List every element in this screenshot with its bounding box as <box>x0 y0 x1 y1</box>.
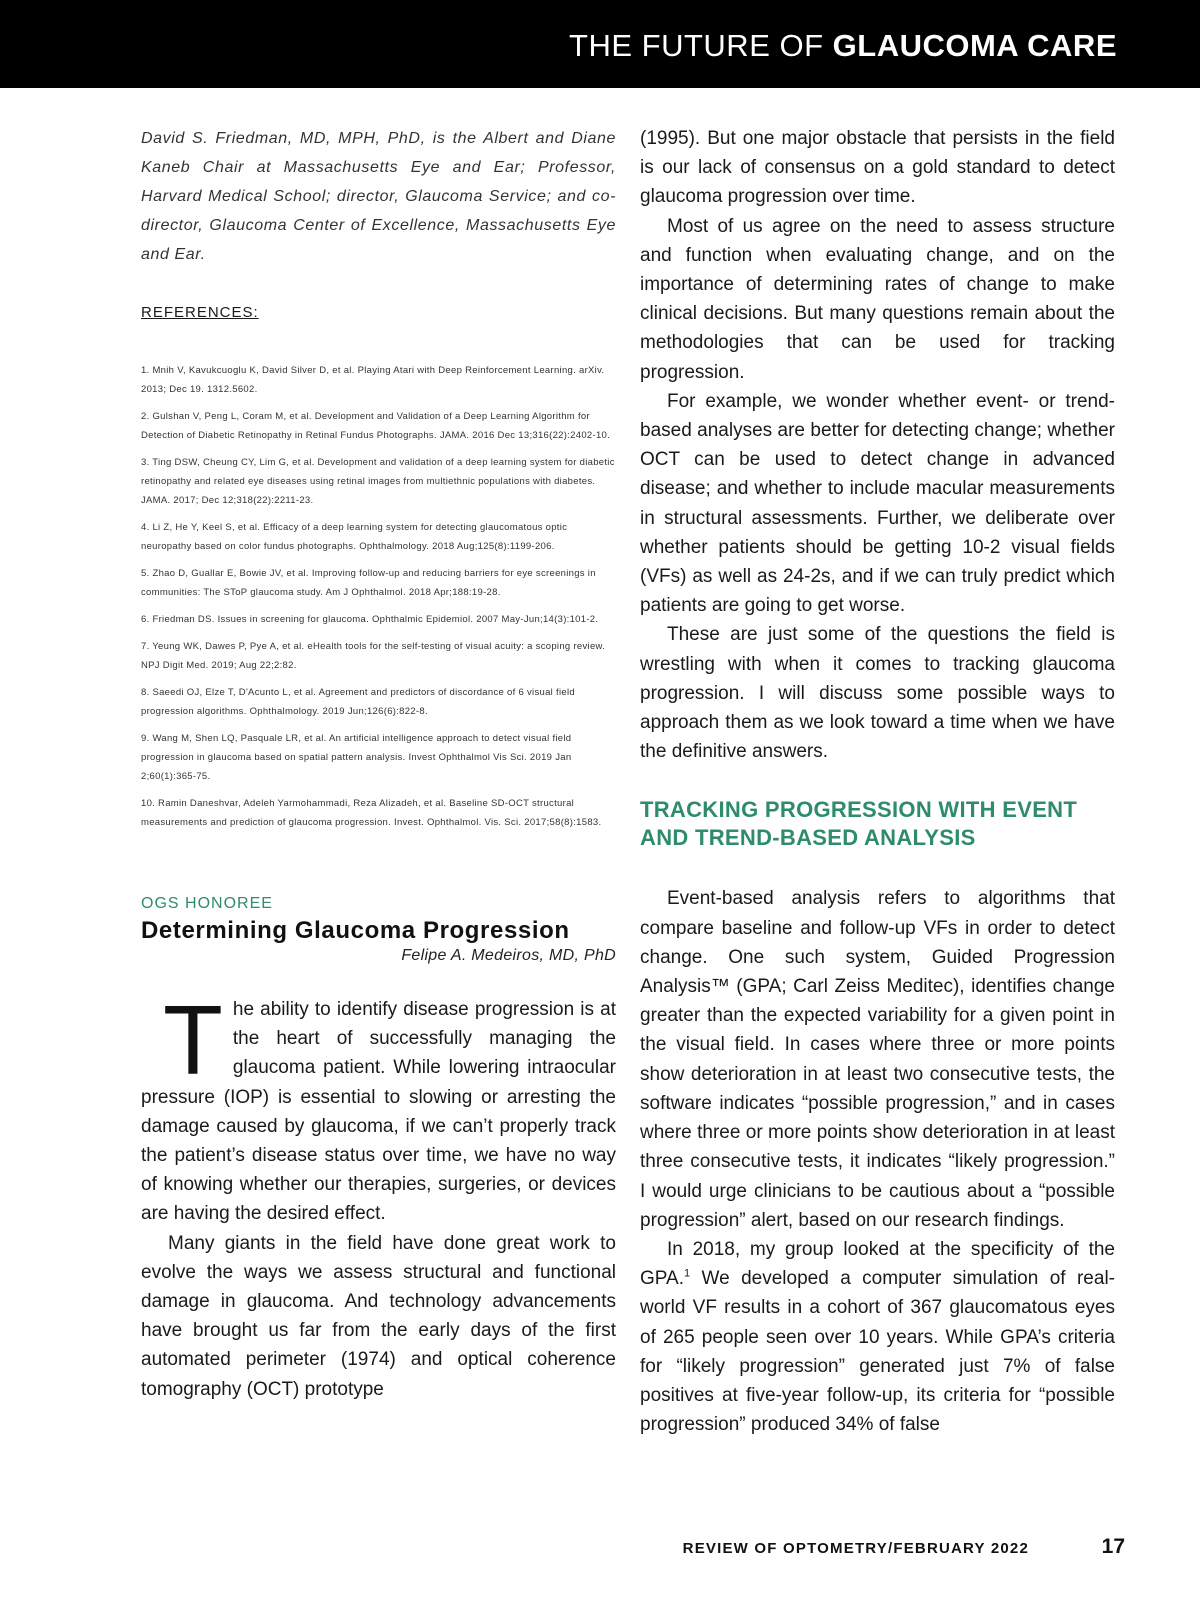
section-title-light: THE FUTURE OF <box>569 28 833 63</box>
reference-item: 7. Yeung WK, Dawes P, Pye A, et al. eHealth tools for the self-testing of visual acuity: a scoping review. NPJ Digit Med. 2019; Aug 22;2:82. <box>141 641 606 671</box>
paragraph-intro <box>141 985 616 1229</box>
reference-item: 3. Ting DSW, Cheung CY, Lim G, et al. Development and validation of a deep learning system for diabetic retinopathy and related eye diseases using retinal images from multiethnic populations with diabetes. JAMA. 2017; Dec 12;318(22):2211-23. <box>141 457 615 506</box>
header-bar <box>0 0 1200 88</box>
reference-item: 5. Zhao D, Guallar E, Bowie JV, et al. Improving follow-up and reducing barriers for eye screenings in communities: The SToP glaucoma study. Am J Ophthalmol. 2018 Apr;188:19-28. <box>141 568 596 598</box>
paragraph-structure-function: Most of us agree on the need to assess structure and function when evaluating change, and on the importance of determining rates of change to make clinical decisions. But many questions remain about the methodologies that can be used for tracking progression. <box>640 215 1115 383</box>
section-title-bold: GLAUCOMA CARE <box>832 28 1117 63</box>
reference-item: 8. Saeedi OJ, Elze T, D'Acunto L, et al. Agreement and predictors of discordance of 6 visual field progression algorithms. Ophthalmology. 2019 Jun;126(6):822-8. <box>141 687 575 717</box>
article-author: Felipe A. Medeiros, MD, PhD <box>401 947 616 964</box>
left-column <box>141 124 616 1404</box>
paragraph-wrestling: These are just some of the questions the field is wrestling with when it comes to tracking glaucoma progression. I will discuss some possible ways to approach them as we look toward a time when we have the definitive answers. <box>640 624 1115 763</box>
section-heading: TRACKING PROGRESSION WITH EVENT AND TREND-BASED ANALYSIS <box>640 797 1078 851</box>
reference-item: 1. Mnih V, Kavukcuoglu K, David Silver D, et al. Playing Atari with Deep Reinforcement Learning. arXiv. 2013; Dec 19. 1312.5602. <box>141 365 605 395</box>
page-number: 17 <box>1101 1535 1125 1558</box>
references-list <box>141 361 616 832</box>
section-title <box>569 28 1117 64</box>
section-body <box>640 884 1115 1439</box>
honoree-label: OGS HONOREE <box>141 895 273 912</box>
gpa-study-text-a: In 2018, my group looked at the specificity of the GPA. <box>640 1238 1115 1290</box>
paragraph-giants-continued: (1995). But one major obstacle that persists in the field is our lack of consensus on a gold standard to detect glaucoma progression over time. <box>640 128 1115 208</box>
reference-item: 10. Ramin Daneshvar, Adeleh Yarmohammadi, Reza Alizadeh, et al. Baseline SD-OCT structural measurements and prediction of glaucoma progression. Invest. Ophthalmol. Vis. Sci. 2017;58(8):1583. <box>141 798 602 828</box>
reference-item: 4. Li Z, He Y, Keel S, et al. Efficacy of a deep learning system for detecting glaucomatous optic neuropathy based on color fundus photographs. Ophthalmology. 2018 Aug;125(8):1199-206. <box>141 522 568 552</box>
article-body-left <box>141 985 616 1404</box>
paragraph-gpa-study <box>640 1235 1115 1439</box>
article-title: Determining Glaucoma Progression <box>141 917 570 944</box>
reference-item: 2. Gulshan V, Peng L, Coram M, et al. Development and Validation of a Deep Learning Algorithm for Detection of Diabetic Retinopathy in Retinal Fundus Photographs. JAMA. 2016 Dec 13;316(22):2402-10. <box>141 411 611 441</box>
paragraph-intro-text: he ability to identify disease progression is at the heart of successfully managing the glaucoma patient. While lowering intraocular pressure (IOP) is essential to slowing or arresting the damage caused by glaucoma, if we can’t properly track the patient’s disease status over time, we have no way of knowing whether our therapies, surgeries, or devices are having the desired effect. <box>141 999 616 1225</box>
right-column <box>640 124 1115 1439</box>
gpa-study-text-b: We developed a computer simulation of real-world VF results in a cohort of 367 glaucomatous eyes of 265 people seen over 10 years. While GPA’s criteria for “likely progression” generated just 7% of false positives at five-year follow-up, its criteria for “possible progression” produced 34% of false <box>640 1268 1115 1436</box>
references-heading: REFERENCES: <box>141 304 259 321</box>
drop-cap: T <box>163 985 223 1095</box>
reference-item: 6. Friedman DS. Issues in screening for glaucoma. Ophthalmic Epidemiol. 2007 May-Jun;14(3):101-2. <box>141 614 599 625</box>
citation-superscript: 1 <box>684 1267 691 1280</box>
paragraph-questions: For example, we wonder whether event- or trend-based analyses are better for detecting change; whether OCT can be used to detect change in advanced disease; and whether to include macular measurements in structural assessments. Further, we deliberate over whether patients should be getting 10-2 visual fields (VFs) as well as 24-2s, and if we can truly predict which patients are going to get worse. <box>640 390 1115 617</box>
publication-footer: REVIEW OF OPTOMETRY/FEBRUARY 2022 <box>682 1540 1029 1557</box>
paragraph-event-based: Event-based analysis refers to algorithms that compare baseline and follow-up VFs in order to detect change. One such system, Guided Progression Analysis™ (GPA; Carl Zeiss Meditec), identifies change greater than the expected variability for a given point in the visual field. In cases where three or more points show deterioration in at least two consecutive tests, the software indicates “possible progression,” and in cases where three or more points show deterioration in at least three consecutive tests, it indicates “likely progression.” I would urge clinicians to be cautious about a “possible progression” alert, based on our research findings. <box>640 888 1115 1231</box>
paragraph-giants: Many giants in the field have done great work to evolve the ways we assess structural and functional damage in glaucoma. And technology advancements have brought us far from the early days of the first automated perimeter (1974) and optical coherence tomography (OCT) prototype <box>141 1232 616 1400</box>
author-bio: David S. Friedman, MD, MPH, PhD, is the Albert and Diane Kaneb Chair at Massachusetts Eye and Ear; Professor, Harvard Medical School; director, Glaucoma Service; and co-director, Glaucoma Center of Excellence, Massachusetts Eye and Ear. <box>141 130 616 263</box>
reference-item: 9. Wang M, Shen LQ, Pasquale LR, et al. An artificial intelligence approach to detect visual field progression in glaucoma based on spatial pattern analysis. Invest Ophthalmol Vis Sci. 2019 Jan 2;60(1):365-75. <box>141 733 572 782</box>
